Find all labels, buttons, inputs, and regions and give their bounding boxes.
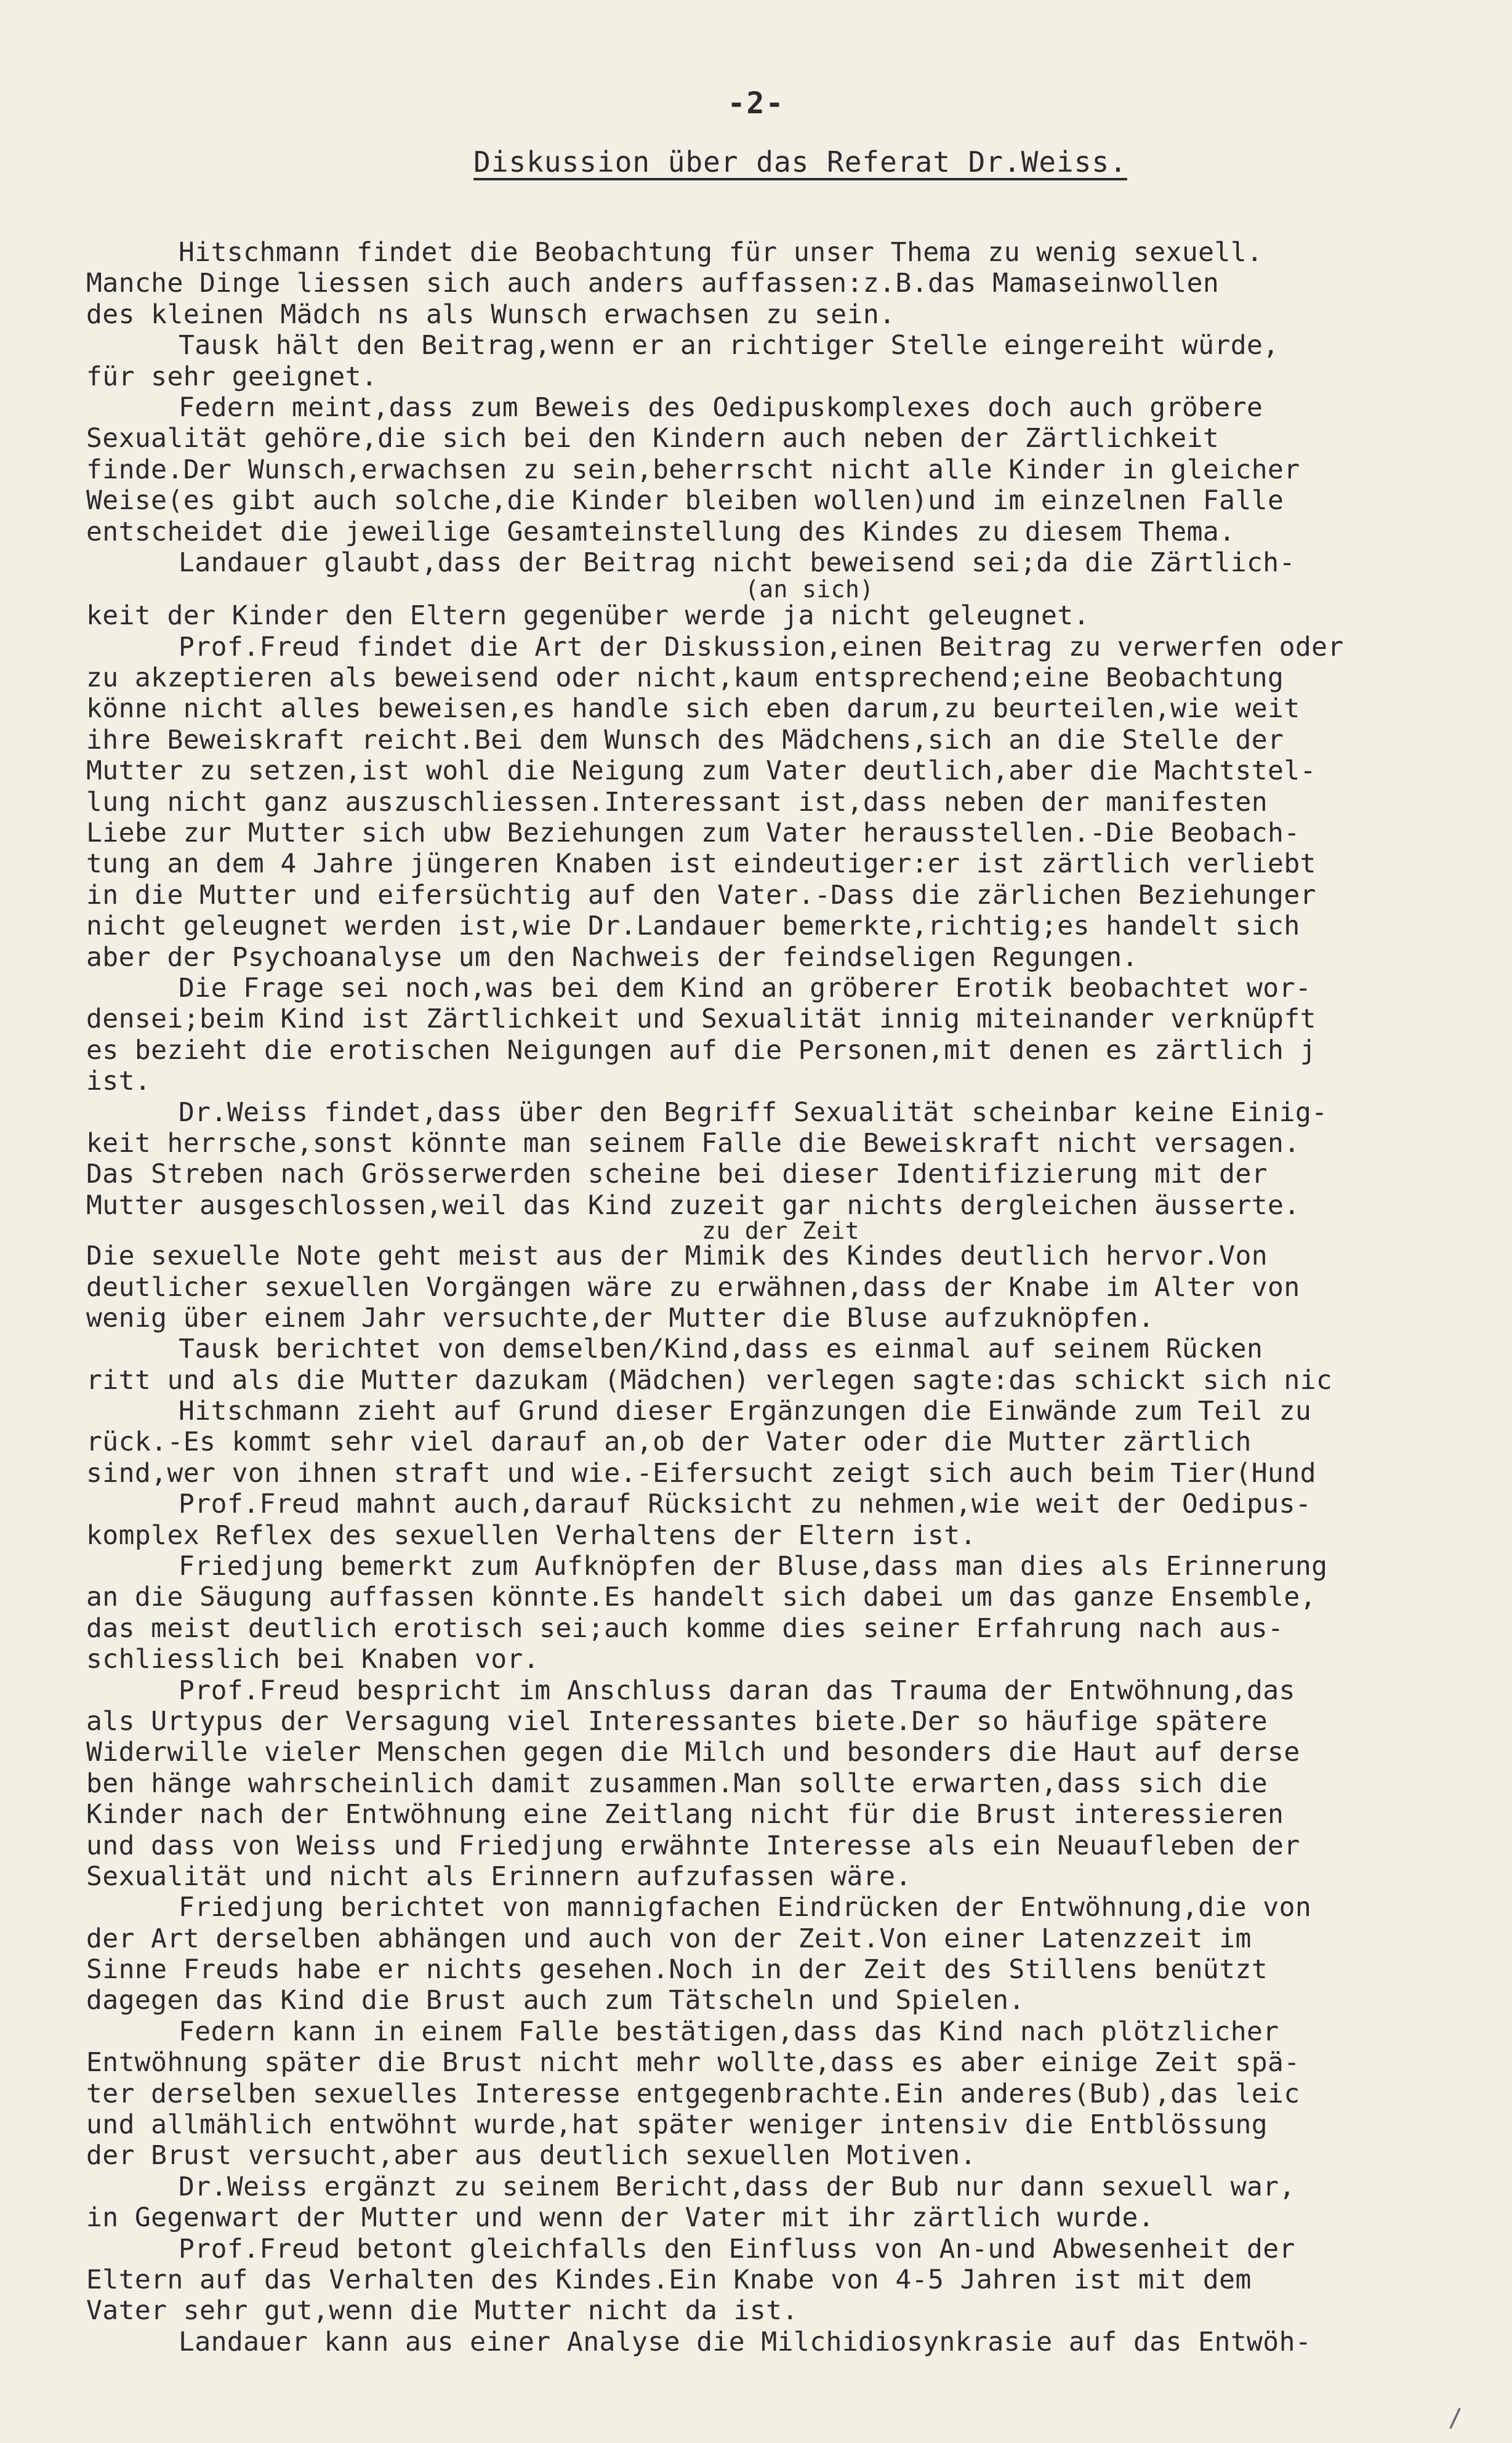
text-line: rück.-Es kommt sehr viel darauf an,ob der Vater oder die Mutter zärtlich (86, 1427, 1252, 1458)
handwritten-insertion: zu der Zeit (702, 1217, 860, 1245)
text-line: ihre Beweiskraft reicht.Bei dem Wunsch des Mädchens,sich an die Stelle der (86, 724, 1284, 755)
text-line: Vater sehr gut,wenn die Mutter nicht da ist. (86, 2295, 798, 2327)
text-line: aber der Psychoanalyse um den Nachweis der feindseligen Regungen. (86, 941, 1138, 973)
text-line: Manche Dinge liessen sich auch anders auffassen:z.B.das Mamaseinwollen (86, 268, 1220, 299)
text-line: schliesslich bei Knaben vor. (86, 1644, 540, 1675)
text-line: Dr.Weiss ergänzt zu seinem Bericht,dass der Bub nur dann sexuell war, (179, 2171, 1295, 2202)
text-line: als Urtypus der Versagung viel Interessantes biete.Der so häufige spätere (86, 1705, 1268, 1737)
margin-mark: / (1448, 2404, 1463, 2433)
discussion-body (86, 237, 1478, 2357)
text-line: densei;beim Kind ist Zärtlichkeit und Sexualität innig miteinander verknüpft (86, 1004, 1316, 1035)
text-line: entscheidet die jeweilige Gesamteinstellung des Kindes zu diesem Thema. (86, 516, 1236, 547)
text-line: Weise(es gibt auch solche,die Kinder bleiben wollen)und im einzelnen Falle (86, 485, 1284, 517)
text-line: an die Säugung auffassen könnte.Es handelt sich dabei um das ganze Ensemble, (86, 1582, 1316, 1613)
text-line: Tausk hält den Beitrag,wenn er an richtiger Stelle eingereiht würde, (179, 330, 1279, 361)
text-line: Prof.Freud mahnt auch,darauf Rücksicht zu nehmen,wie weit der Oedipus- (179, 1489, 1312, 1520)
text-line: Entwöhnung später die Brust nicht mehr wollte,dass es aber einige Zeit spä- (86, 2047, 1300, 2079)
text-line: das meist deutlich erotisch sei;auch komme dies seiner Erfahrung nach aus- (86, 1612, 1284, 1644)
text-line: und allmählich entwöhnt wurde,hat später weniger intensiv die Entblössung (86, 2109, 1268, 2141)
text-line: könne nicht alles beweisen,es handle sich eben darum,zu beurteilen,wie weit (86, 693, 1300, 725)
text-line: Die Frage sei noch,was bei dem Kind an gröberer Erotik beobachtet wor- (179, 972, 1312, 1004)
text-line: ben hänge wahrscheinlich damit zusammen.Man sollte erwarten,dass sich die (86, 1768, 1268, 1799)
text-line: Die sexuelle Note geht meist aus der Mimik des Kindes deutlich hervor.Von (86, 1241, 1268, 1272)
text-line: Federn meint,dass zum Beweis des Oedipuskomplexes doch auch gröbere (179, 392, 1263, 423)
text-line: Das Streben nach Grösserwerden scheine bei dieser Identifizierung mit der (86, 1159, 1268, 1190)
text-line: Friedjung bemerkt zum Aufknöpfen der Bluse,dass man dies als Erinnerung (179, 1551, 1328, 1582)
text-line: Prof.Freud bespricht im Anschluss daran das Trauma der Entwöhnung,das (179, 1675, 1295, 1706)
text-line: zu akzeptieren als beweisend oder nicht,kaum entsprechend;eine Beobachtung (86, 662, 1284, 694)
text-line: Sexualität und nicht als Erinnern aufzufassen wäre. (86, 1861, 912, 1892)
text-line: Kinder nach der Entwöhnung eine Zeitlang nicht für die Brust interessieren (86, 1799, 1284, 1830)
text-line: komplex Reflex des sexuellen Verhaltens der Eltern ist. (86, 1519, 976, 1551)
text-line: lung nicht ganz auszuschliessen.Interessant ist,dass neben der manifesten (86, 786, 1268, 818)
text-line: sind,wer von ihnen straft und wie.-Eifersucht zeigt sich auch beim Tier(Hund (86, 1457, 1316, 1489)
text-line: Hitschmann zieht auf Grund dieser Ergänzungen die Einwände zum Teil zu (179, 1396, 1312, 1427)
text-line: Landauer kann aus einer Analyse die Milchidiosynkrasie auf das Entwöh- (179, 2326, 1312, 2357)
text-line: in die Mutter und eifersüchtig auf den Vater.-Dass die zärlichen Beziehunger (86, 879, 1316, 911)
text-line: Friedjung berichtet von mannigfachen Eindrücken der Entwöhnung,die von (179, 1892, 1312, 1923)
page-title: Diskussion über das Referat Dr.Weiss. (473, 145, 1127, 179)
text-line: ist. (86, 1066, 151, 1097)
text-line: Widerwille vieler Menschen gegen die Milch und besonders die Haut auf derse (86, 1737, 1300, 1768)
text-line: deutlicher sexuellen Vorgängen wäre zu erwähnen,dass der Knabe im Alter von (86, 1271, 1300, 1303)
text-line: Sinne Freuds habe er nichts gesehen.Noch in der Zeit des Stillens benützt (86, 1954, 1268, 1986)
text-line: keit herrsche,sonst könnte man seinem Falle die Beweiskraft nicht versagen. (86, 1127, 1300, 1159)
text-line: der Brust versucht,aber aus deutlich sexuellen Motiven. (86, 2140, 976, 2171)
text-line: Liebe zur Mutter sich ubw Beziehungen zum Vater herausstellen.-Die Beobach- (86, 818, 1300, 849)
text-line: dagegen das Kind die Brust auch zum Tätscheln und Spielen. (86, 1985, 1025, 2016)
page-number: -2- (727, 86, 785, 121)
text-line: ter derselben sexuelles Interesse entgegenbrachte.Ein anderes(Bub),das leic (86, 2078, 1300, 2109)
text-line: wenig über einem Jahr versuchte,der Mutter die Bluse aufzuknöpfen. (86, 1302, 1155, 1334)
text-line: es bezieht die erotischen Neigungen auf die Personen,mit denen es zärtlich j (86, 1034, 1316, 1066)
handwritten-insertion: (an sich) (745, 576, 874, 603)
text-line: Mutter zu setzen,ist wohl die Neigung zum Vater deutlich,aber die Machtstel- (86, 755, 1316, 787)
text-line: und dass von Weiss und Friedjung erwähnte Interesse als ein Neuaufleben der (86, 1830, 1300, 1861)
text-line: Landauer glaubt,dass der Beitrag nicht beweisend sei;da die Zärtlich- (179, 547, 1295, 578)
text-line: ritt und als die Mutter dazukam (Mädchen) verlegen sagte:das schickt sich nic (86, 1364, 1333, 1396)
text-line: finde.Der Wunsch,erwachsen zu sein,beherrscht nicht alle Kinder in gleicher (86, 454, 1300, 485)
text-line: Prof.Freud betont gleichfalls den Einfluss von An-und Abwesenheit der (179, 2233, 1295, 2264)
text-line: Mutter ausgeschlossen,weil das Kind zuzeit gar nichts dergleichen äusserte. (86, 1189, 1300, 1221)
text-line: Eltern auf das Verhalten des Kindes.Ein Knabe von 4-5 Jahren ist mit dem (86, 2264, 1252, 2295)
text-line: der Art derselben abhängen und auch von der Zeit.Von einer Latenzzeit im (86, 1923, 1252, 1954)
text-line: für sehr geeignet. (86, 361, 378, 392)
text-line: Federn kann in einem Falle bestätigen,dass das Kind nach plötzlicher (179, 2016, 1279, 2047)
text-line: Prof.Freud findet die Art der Diskussion,einen Beitrag zu verwerfen oder (179, 631, 1344, 662)
text-line: in Gegenwart der Mutter und wenn der Vater mit ihr zärtlich wurde. (86, 2202, 1155, 2234)
text-line: des kleinen Mädch ns als Wunsch erwachsen zu sein. (86, 299, 896, 330)
text-line: Tausk berichtet von demselben/Kind,dass es einmal auf seinem Rücken (179, 1334, 1263, 1365)
text-line: Hitschmann findet die Beobachtung für unser Thema zu wenig sexuell. (179, 237, 1263, 268)
text-line: Sexualität gehöre,die sich bei den Kindern auch neben der Zärtlichkeit (86, 423, 1220, 454)
text-line: tung an dem 4 Jahre jüngeren Knaben ist eindeutiger:er ist zärtlich verliebt (86, 848, 1316, 880)
text-line: nicht geleugnet werden ist,wie Dr.Landauer bemerkte,richtig;es handelt sich (86, 911, 1300, 942)
text-line: keit der Kinder den Eltern gegenüber werde ja nicht geleugnet. (86, 600, 1090, 632)
text-line: Dr.Weiss findet,dass über den Begriff Sexualität scheinbar keine Einig- (179, 1097, 1328, 1128)
